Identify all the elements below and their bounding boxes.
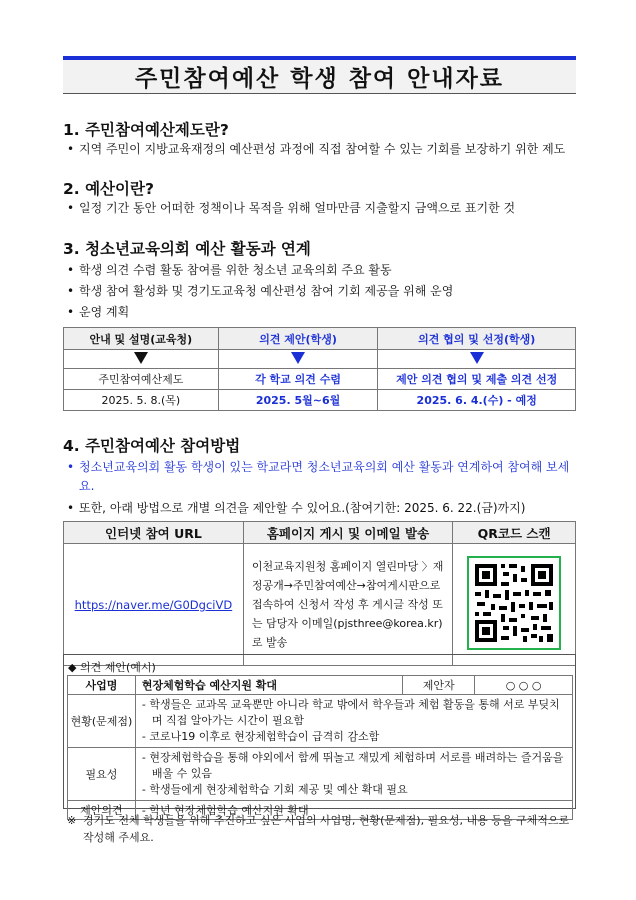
section-2-bullet: • 일정 기간 동안 어떠한 정책이나 목적을 위해 얼마만큼 지출할지 금액으로 표기한 것 — [79, 199, 515, 217]
label-status: 현황(문제점) — [68, 695, 136, 748]
section-3-bullet: • 학생 의견 수렴 활동 참여를 위한 청소년 교육의회 주요 활동 — [79, 261, 392, 279]
section-3-bullet: • 운영 계획 — [79, 303, 129, 321]
schedule-header: 의견 협의 및 선정(학생) — [378, 328, 576, 350]
section-2-heading: 2. 예산이란? — [63, 180, 154, 198]
business-name-value: 현장체험학습 예산지원 확대 — [135, 676, 402, 695]
down-arrow-icon — [291, 352, 305, 364]
necessity-line: - 학생들에게 현장체험학습 기회 제공 및 예산 확대 필요 — [141, 783, 408, 796]
qr-code-icon[interactable] — [467, 556, 561, 650]
label-necessity: 필요성 — [68, 748, 136, 801]
necessity-line: - 현장체험학습을 통해 야외에서 함께 뛰놀고 재밌게 체험하며 서로를 배려하는 즐거움을 배울 수 있음 — [141, 751, 564, 780]
schedule-cell: 2025. 6. 4.(수) - 예정 — [378, 390, 576, 411]
section-4-heading: 4. 주민참여예산 참여방법 — [63, 437, 241, 455]
methods-table — [63, 521, 576, 666]
status-value — [135, 695, 572, 748]
proposer-value: ○ ○ ○ — [475, 676, 573, 695]
status-line: - 코로나19 이후로 현장체험학습이 급격히 감소함 — [141, 730, 380, 743]
section-4-bullet: • 청소년교육의회 활동 학생이 있는 학교라면 청소년교육의회 예산 활동과 연계하여 참여해 보세요. — [79, 458, 579, 496]
arrow-cell — [218, 350, 378, 369]
homepage-instructions: 이천교육지원청 홈페이지 열린마당 〉재정공개→주민참여예산→참여게시판으로 접속하여 신청서 작성 후 게시글 작성 또는 담당자 이메일(pjsthree@korea.kr)로 발송 — [243, 544, 452, 666]
section-1-bullet: • 지역 주민이 지방교육재정의 예산편성 과정에 직접 참여할 수 있는 기회를 보장하기 위한 제도 — [79, 140, 565, 158]
example-caption: ◆ 의견 제안(예시) — [68, 661, 156, 674]
schedule-cell: 제안 의견 협의 및 제출 의견 선정 — [378, 369, 576, 390]
qr-cell — [453, 544, 576, 666]
section-4-bullet: • 또한, 아래 방법으로 개별 의견을 제안할 수 있어요.(참여기한: 2025. 6. 22.(금)까지) — [79, 499, 579, 517]
section-1-heading: 1. 주민참여예산제도란? — [63, 121, 229, 139]
down-arrow-icon — [134, 352, 148, 364]
label-business-name: 사업명 — [68, 676, 136, 695]
method-header: QR코드 스캔 — [453, 522, 576, 544]
down-arrow-icon — [470, 352, 484, 364]
arrow-cell — [378, 350, 576, 369]
label-proposer: 제안자 — [403, 676, 475, 695]
note-text: 경기도 전체 학생들을 위해 추진하고 싶은 사업의 사업명, 현황(문제점), 필요성, 내용 등을 구체적으로 작성해 주세요. — [83, 814, 570, 844]
schedule-table — [63, 327, 576, 411]
opinion-value: - 학년 현장체험학습 예산지원 확대 — [135, 801, 572, 820]
schedule-cell: 2025. 5월~6월 — [218, 390, 378, 411]
method-header: 홈페이지 게시 및 이메일 발송 — [243, 522, 452, 544]
status-line: - 학생들은 교과목 교육뿐만 아니라 학교 밖에서 학우들과 체험 활동을 통해 서로 부딪치며 직접 알아가는 시간이 필요함 — [141, 698, 560, 727]
schedule-header: 안내 및 설명(교육청) — [64, 328, 219, 350]
participation-url-link[interactable]: https://naver.me/G0DgciVD — [64, 544, 244, 666]
schedule-cell: 주민참여예산제도 — [64, 369, 219, 390]
schedule-cell: 2025. 5. 8.(목) — [64, 390, 219, 411]
schedule-header: 의견 제안(학생) — [218, 328, 378, 350]
label-opinion: 제안의견 — [68, 801, 136, 820]
proposal-example-table — [67, 675, 573, 820]
necessity-value — [135, 748, 572, 801]
schedule-cell: 각 학교 의견 수렴 — [218, 369, 378, 390]
section-3-heading: 3. 청소년교육의회 예산 활동과 연계 — [63, 240, 311, 258]
arrow-cell — [64, 350, 219, 369]
section-3-bullet: • 학생 참여 활성화 및 경기도교육청 예산편성 참여 기회 제공을 위해 운영 — [79, 282, 453, 300]
method-header: 인터넷 참여 URL — [64, 522, 244, 544]
note-mark: ※ — [67, 814, 77, 827]
page-title: 주민참여예산 학생 참여 안내자료 — [134, 66, 505, 92]
footnote — [67, 812, 577, 846]
title-box — [63, 56, 576, 94]
